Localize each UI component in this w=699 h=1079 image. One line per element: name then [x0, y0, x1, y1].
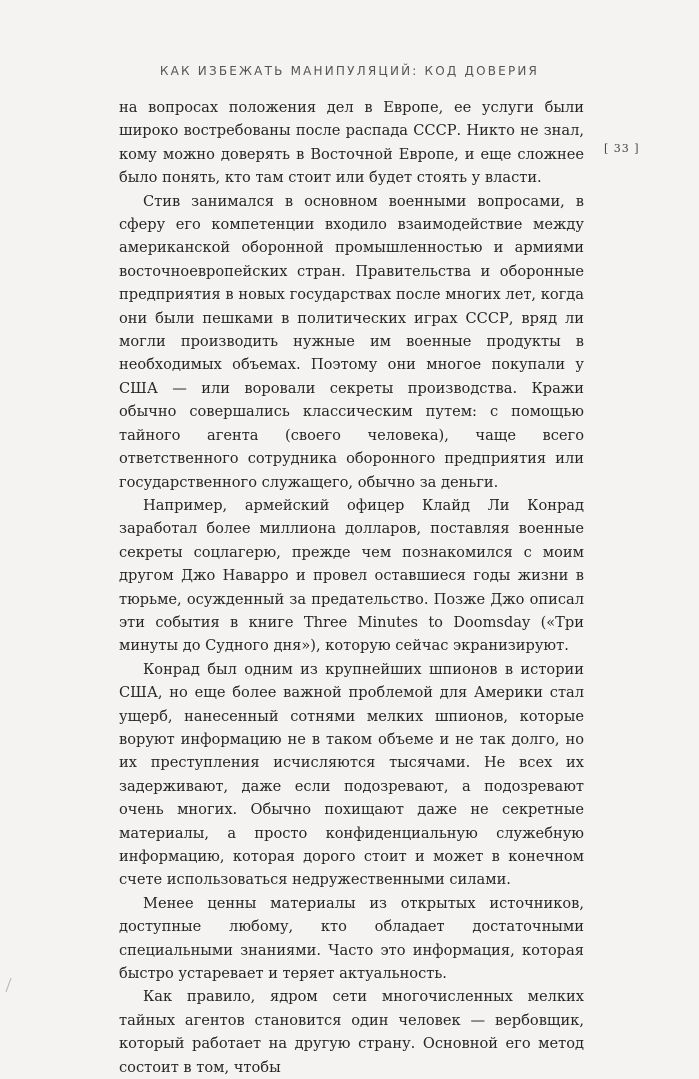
running-header: КАК ИЗБЕЖАТЬ МАНИПУЛЯЦИЙ: КОД ДОВЕРИЯ	[159, 64, 540, 78]
paragraph: Например, армейский офицер Клайд Ли Конрад заработал более миллиона долларов, поставляя военные секреты соцлагерю, прежде чем познакомился с моим другом Джо Наварро и провел оставшиеся годы жизни в тюрьме, осужденный за предательство. Позже Джо описал эти события в книге Three Minutes to Doomsday («Три минуты до Судного дня»), которую сейчас экранизируют.	[119, 496, 584, 655]
paragraph: Стив занимался в основном военными вопросами, в сферу его компетенции входило взаимодействие между американской оборонной промышленностью и армиями восточноевропейских стран. Правительства и оборонные предприятия в новых государствах после многих лет, когда они были пешками в политических играх СССР, вряд ли могли производить нужные им военные продукты в необходимых объемах. Поэтому они многое покупали у США — или воровали секреты производства. Кражи обычно совершались классическим путем: с помощью тайного агента (своего человека), чаще всего ответственного сотрудника оборонного предприятия или государственного служащего, обычно за деньги.	[119, 192, 584, 491]
paragraph: Менее ценны материалы из открытых источников, доступные любому, кто обладает достаточными специальными знаниями. Часто это информация, которая быстро устаревает и теряет актуальность.	[119, 894, 584, 983]
corner-mark	[5, 978, 17, 992]
body-text	[119, 96, 584, 1079]
paragraph: Конрад был одним из крупнейших шпионов в истории США, но еще более важной проблемой для Америки стал ущерб, нанесенный сотнями мелких шпионов, которые воруют информацию не в таком объеме и не так долго, но их преступления исчисляются тысячами. Не всех их задерживают, даже если подозревают, а подозревают очень многих. Обычно похищают даже не секретные материалы, а просто конфиденциальную служебную информацию, которая дорого стоит и может в конечном счете использоваться недружественными силами.	[119, 660, 584, 889]
paragraph: на вопросах положения дел в Европе, ее услуги были широко востребованы после распада СССР. Никто не знал, кому можно доверять в Восточной Европе, и еще сложнее было понять, кто там стоит или будет стоять у власти.	[119, 99, 584, 187]
paragraph: Как правило, ядром сети многочисленных мелких тайных агентов становится один человек — вербовщик, который работает на другую страну. Основной его метод состоит в том, чтобы	[119, 988, 584, 1076]
page-number: [ 33 ]	[604, 142, 640, 155]
